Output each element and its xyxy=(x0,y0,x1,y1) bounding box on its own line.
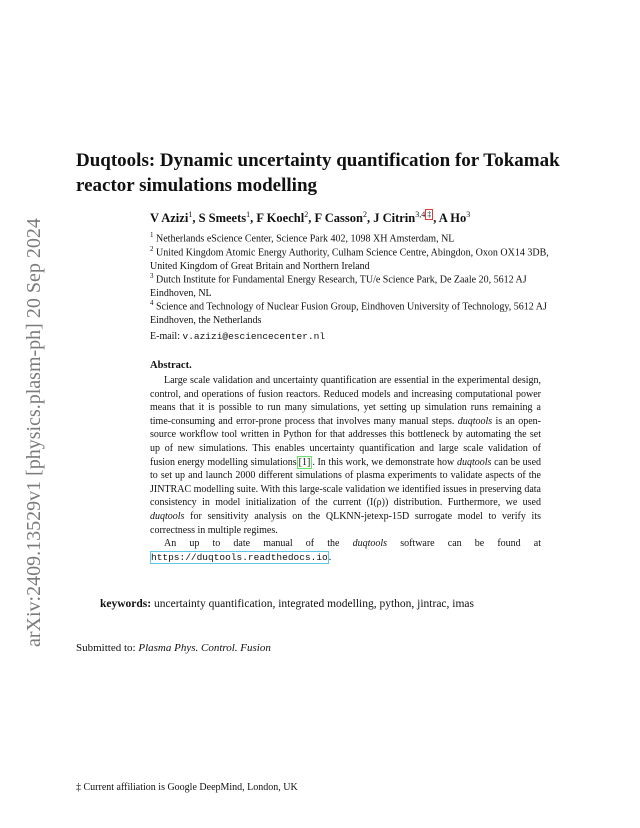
author-name: A Ho xyxy=(438,211,467,226)
author-name: S Smeets xyxy=(198,211,247,226)
abstract-paragraph xyxy=(150,374,541,537)
author-name: J Citrin xyxy=(373,211,416,226)
tool-name: duqtools xyxy=(150,510,185,522)
paper-title: Duqtools: Dynamic uncertainty quantification for Tokamak reactor simulations modelling xyxy=(76,150,560,196)
author-affil-sup: 2 xyxy=(362,210,367,219)
tool-name: duqtools xyxy=(457,415,493,427)
abstract-body xyxy=(150,374,541,564)
author-name: F Koechl xyxy=(256,211,305,226)
tool-name: duqtools xyxy=(352,538,388,550)
keywords-line xyxy=(100,598,560,610)
email-label: E-mail: xyxy=(150,331,180,342)
author-affil-sup: 1 xyxy=(188,210,193,219)
abstract-text: An up to date manual of the xyxy=(164,538,340,550)
arxiv-stamp-svg xyxy=(16,182,50,647)
email-address[interactable]: v.azizi@esciencecenter.nl xyxy=(182,331,326,342)
affiliation-text: Netherlands eScience Center, Science Park 402, 1098 XH Amsterdam, NL xyxy=(156,233,455,245)
author-affil-sup: 2 xyxy=(304,210,309,219)
affiliation-text: United Kingdom Atomic Energy Authority, Culham Science Centre, Abingdon, Oxon OX14 3DB, United Kingdom of Great Britain and Northern Ireland xyxy=(150,247,549,272)
arxiv-id-text: arXiv:2409.13529v1 [physics.plasm-ph] 20 Sep 2024 xyxy=(23,218,45,647)
docs-url-link[interactable]: https://duqtools.readthedocs.io xyxy=(151,551,328,563)
arxiv-sidebar-stamp xyxy=(16,182,50,647)
affiliation-2 xyxy=(150,243,550,273)
author-affil-sup: 1 xyxy=(246,210,251,219)
footnote-link[interactable]: ‡ xyxy=(427,210,432,219)
abstract-paragraph xyxy=(150,537,541,564)
abstract-text: software can be found at xyxy=(400,538,542,550)
author-list: V Azizi$^1$, S Smeets$^1$, F Koechl$^2$, F Casson$^2$, J Citrin$^{3,4}$ ‡ , A Ho$^3$ xyxy=(150,210,471,226)
abstract-text: can be used to set up and launch 2000 different simulations of plasma experiments to validate aspects of the JINTRAC modelling suite. With this large-scale validation we identified issues in preserving data consistency in model initialization of the current (I(ρ)) distribution. Furthermore, we used xyxy=(150,456,542,509)
abstract-text: for sensitivity analysis on the QLKNN-jetexp-15D surrogate model to verify its correctness in multiple regimes. xyxy=(150,510,541,536)
citation-link[interactable]: [1] xyxy=(298,456,311,468)
tool-name: duqtools xyxy=(456,456,492,468)
affiliation-text: Science and Technology of Nuclear Fusion Group, Eindhoven University of Technology, 5612 AJ Eindhoven, the Netherlands xyxy=(150,301,547,326)
author-name: F Casson xyxy=(314,211,363,226)
keywords-list: uncertainty quantification, integrated modelling, python, jintrac, imas xyxy=(154,598,474,610)
keywords-label: keywords: xyxy=(100,598,152,610)
abstract-text: Large scale validation and uncertainty quantification are essential in the experimental design, control, and operations of fusion reactors. Reduced models and increasing computational power means that it is possible to run many simulations, yet setting up simulation runs remaining a time-consuming and error-prone process that involves many manual steps. xyxy=(150,375,541,427)
submitted-line xyxy=(76,642,271,654)
affiliation-4 xyxy=(150,297,550,327)
affiliation-text: Dutch Institute for Fundamental Energy Research, TU/e Science Park, De Zaale 20, 5612 AJ Eindhoven, NL xyxy=(150,274,527,299)
abstract-heading: Abstract. xyxy=(150,360,192,371)
author-name: V Azizi xyxy=(150,211,189,226)
abstract-text: . In this work, we demonstrate how xyxy=(312,456,455,468)
affiliation-num: 2 xyxy=(150,245,154,253)
abstract-text: is an open-source workflow tool written in Python for that addresses this bottleneck by automating the set up of new simulations. This enables uncertainty quantification and large scale validation of fusion energy modelling simulations xyxy=(150,415,542,468)
affiliation-num: 1 xyxy=(150,231,154,239)
submitted-label: Submitted to: xyxy=(76,642,136,654)
affiliation-num: 4 xyxy=(150,299,154,307)
abstract-text: . xyxy=(328,551,332,563)
footnote: ‡ Current affiliation is Google DeepMind, London, UK xyxy=(76,782,298,793)
journal-name: Plasma Phys. Control. Fusion xyxy=(138,642,271,654)
email-line xyxy=(150,331,325,342)
affiliation-num: 3 xyxy=(150,272,154,280)
author-affil-sup: 3,4 xyxy=(415,210,426,219)
author-affil-sup: 3 xyxy=(466,210,471,219)
affiliation-3 xyxy=(150,270,550,300)
